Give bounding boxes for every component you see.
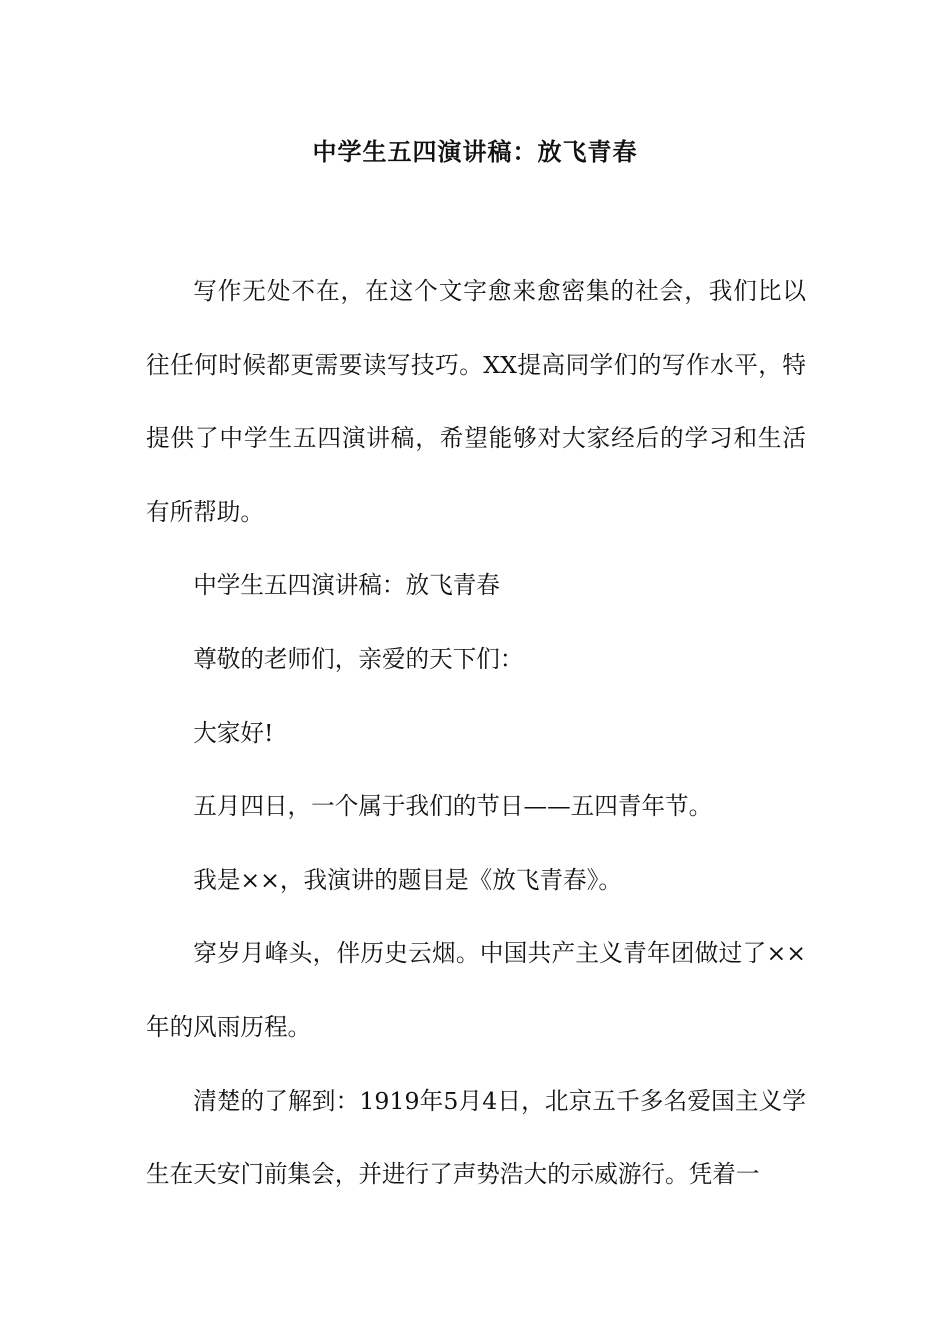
paragraph-1919: 清楚的了解到：1919年5月4日，北京五千多名爱国主义学生在天安门前集会，并进行了声势浩大的示威游行。凭着一 [146, 1086, 806, 1189]
paragraph-salutation: 尊敬的老师们，亲爱的天下们： [193, 644, 524, 673]
paragraph-intro: 写作无处不在，在这个文字愈来愈密集的社会，我们比以往任何时候都更需要读写技巧。XX提高同学们的写作水平，特提供了中学生五四演讲稿，希望能够对大家经后的学习和生活有所帮助。 [146, 277, 806, 526]
paragraph-greeting: 大家好! [193, 718, 274, 747]
paragraph-history: 穿岁月峰头，伴历史云烟。中国共产主义青年团做过了××年的风雨历程。 [146, 939, 806, 1041]
document-title: 中学生五四演讲稿：放飞青春 [312, 137, 638, 166]
paragraph-speech-title: 中学生五四演讲稿：放飞青春 [193, 571, 500, 600]
document-body [146, 255, 806, 1212]
paragraph-may-fourth: 五月四日，一个属于我们的节日——五四青年节。 [193, 792, 713, 821]
paragraph-self-intro: 我是××，我演讲的题目是《放飞青春》。 [193, 865, 623, 894]
